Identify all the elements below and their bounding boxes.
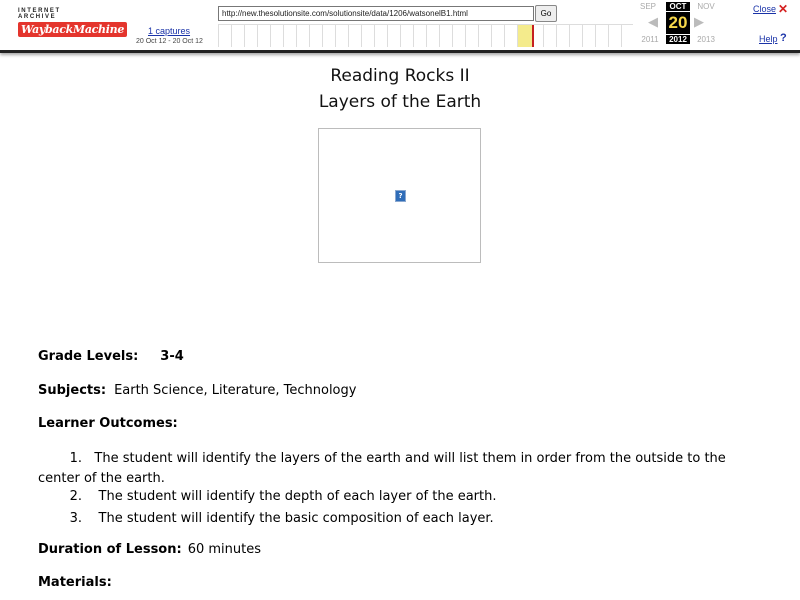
duration [38,542,261,557]
capture-sparkline[interactable] [218,24,633,47]
day-current: 20 [666,12,690,34]
year-next[interactable]: 2013 [697,35,715,44]
materials-heading: Materials: [38,575,112,590]
subjects [38,383,356,398]
next-arrow-icon[interactable]: ▶ [694,14,704,29]
image-placeholder [318,128,481,263]
list-text-continued: center of the earth. [38,471,165,486]
close-icon[interactable]: ✕ [778,2,789,16]
logo-wayback-machine: WaybackMachine [18,22,127,37]
wayback-logo[interactable] [18,8,125,38]
month-next[interactable]: NOV [697,2,715,11]
logo-internet-archive: INTERNET ARCHIVE [18,8,61,20]
help-icon[interactable]: ? [780,32,787,44]
sparkline-capture-mark[interactable] [532,25,534,47]
prev-arrow-icon[interactable]: ◀ [648,14,658,29]
page-subtitle: Layers of the Earth [318,92,482,112]
list-number: 3. [69,511,82,526]
month-current: OCT [666,2,690,11]
list-item [38,511,758,526]
list-number: 1. [69,451,82,466]
capture-range: 20 Oct 12 - 20 Oct 12 [136,38,203,45]
duration-value: 60 minutes [187,542,261,557]
duration-label: Duration of Lesson: [38,542,182,557]
wayback-toolbar [0,0,800,53]
month-prev[interactable]: SEP [639,2,656,11]
list-text: The student will identify the basic composition of each layer. [98,511,494,526]
subjects-label: Subjects: [38,383,107,398]
captures-link[interactable]: 1 captures [148,26,191,36]
url-input[interactable]: http://new.thesolutionsite.com/solutionsite/data/1206/watsonelB1.html [218,6,534,21]
learner-outcomes-heading: Learner Outcomes: [38,416,178,431]
year-prev[interactable]: 2011 [641,35,659,44]
list-number: 2. [69,489,82,504]
list-item [38,449,758,489]
list-item [38,489,758,504]
year-current: 2012 [666,35,690,44]
broken-image-icon: ? [395,190,406,202]
close-link[interactable]: Close [753,4,777,14]
page-title: Reading Rocks II [330,66,470,86]
grade-value: 3-4 [160,349,184,364]
list-text: The student will identify the depth of each layer of the earth. [98,489,497,504]
grade-levels [38,349,184,364]
list-text: The student will identify the layers of the earth and will list them in order from the outside to the [94,451,726,466]
help-link[interactable]: Help [759,34,778,44]
subjects-value: Earth Science, Literature, Technology [114,383,357,398]
go-button[interactable]: Go [535,5,557,22]
grade-label: Grade Levels: [38,349,139,364]
